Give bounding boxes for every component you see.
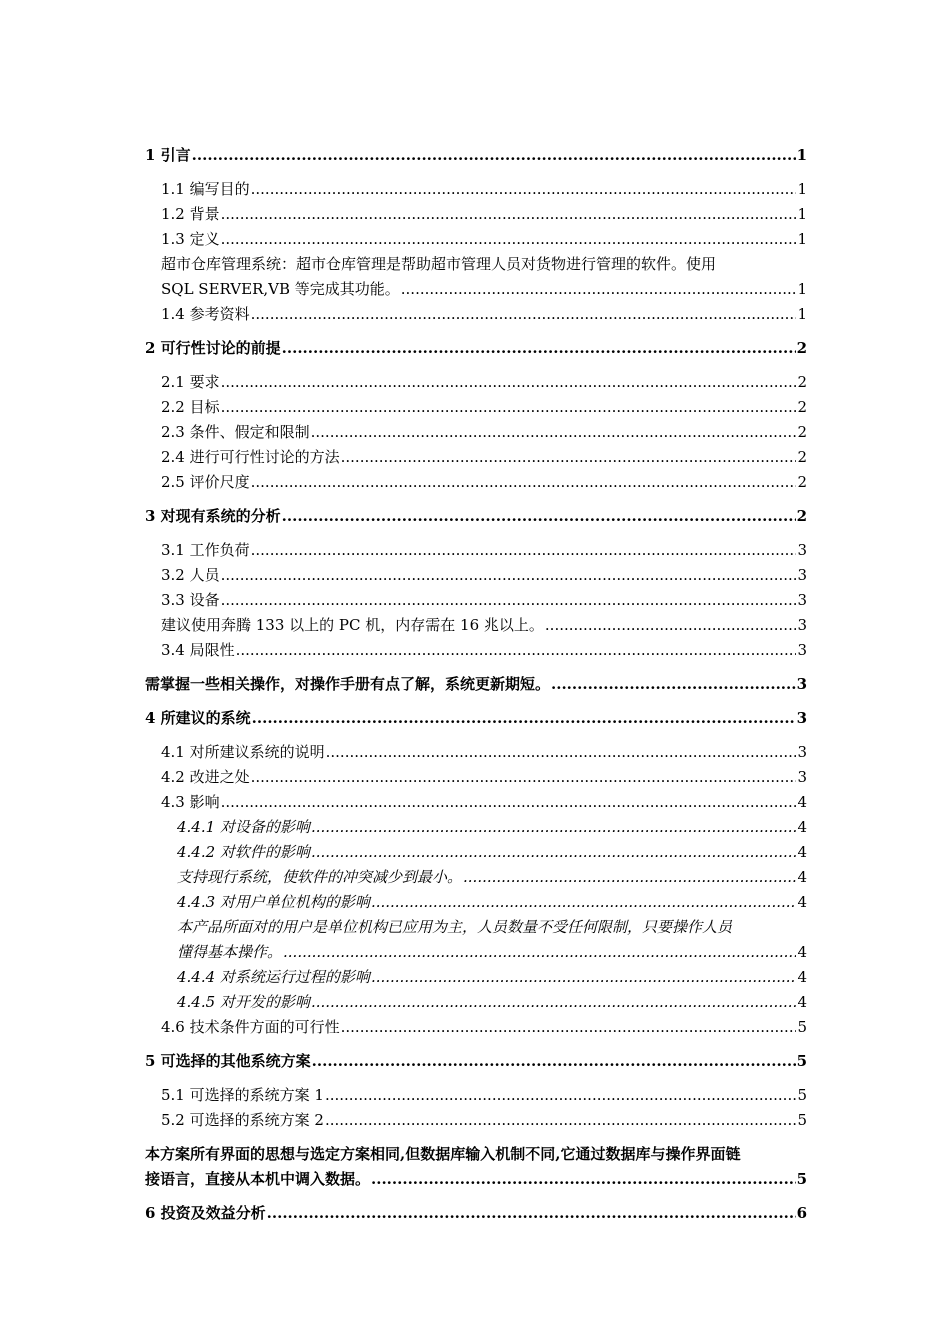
toc-entry[interactable] <box>145 840 807 865</box>
dot-leader <box>251 538 797 563</box>
toc-entry[interactable] <box>145 538 807 563</box>
toc-page-number: 2 <box>796 339 807 357</box>
toc-page-number: 1 <box>797 205 807 223</box>
toc-entry-title: 2.3 条件、假定和限制 <box>161 423 310 441</box>
dot-leader <box>551 672 796 697</box>
toc-entry[interactable] <box>145 790 807 815</box>
dot-leader <box>282 336 796 361</box>
dot-leader <box>325 1108 797 1133</box>
dot-leader <box>311 840 797 865</box>
dot-leader <box>311 990 797 1015</box>
toc-entry-text-line1: 本产品所面对的用户是单位机构已应用为主，人员数量不受任何限制，只要操作人员 <box>177 918 733 936</box>
dot-leader <box>251 470 797 495</box>
toc-entry[interactable] <box>145 302 807 327</box>
toc-entry-title: 4 所建议的系统 <box>145 709 251 727</box>
toc-entry[interactable] <box>145 588 807 613</box>
table-of-contents <box>145 134 807 1226</box>
toc-entry-title: 4.4.1 对设备的影响 <box>177 818 310 836</box>
toc-page-number: 2 <box>797 373 807 391</box>
toc-entry-title: 1.3 定义 <box>161 230 220 248</box>
toc-entry[interactable] <box>145 765 807 790</box>
dot-leader <box>371 890 797 915</box>
toc-entry-title: SQL SERVER,VB 等完成其功能。 <box>161 280 400 298</box>
toc-entry[interactable] <box>145 504 807 529</box>
toc-entry[interactable] <box>145 1142 807 1192</box>
toc-entry[interactable] <box>145 990 807 1015</box>
toc-entry-title: 2.5 评价尺度 <box>161 473 250 491</box>
toc-entry[interactable] <box>145 890 807 915</box>
toc-entry-title: 5.2 可选择的系统方案 2 <box>161 1111 324 1129</box>
dot-leader <box>221 790 797 815</box>
toc-page-number: 3 <box>797 768 807 786</box>
toc-page-number: 5 <box>797 1086 807 1104</box>
dot-leader <box>221 370 797 395</box>
dot-leader <box>341 445 797 470</box>
toc-entry-title: 2 可行性讨论的前提 <box>145 339 281 357</box>
toc-page-number: 1 <box>797 230 807 248</box>
toc-entry-title: 需掌握一些相关操作，对操作手册有点了解，系统更新期短。 <box>145 675 551 693</box>
toc-entry-title: 4.1 对所建议系统的说明 <box>161 743 325 761</box>
toc-entry-title: 2.1 要求 <box>161 373 220 391</box>
toc-page-number: 3 <box>797 591 807 609</box>
toc-entry[interactable] <box>145 252 807 302</box>
toc-entry-text-line1: 本方案所有界面的思想与选定方案相同,但数据库输入机制不同,它通过数据库与操作界面链 <box>145 1145 741 1163</box>
toc-entry[interactable] <box>145 227 807 252</box>
toc-entry-title: 3.4 局限性 <box>161 641 235 659</box>
dot-leader <box>463 865 796 890</box>
toc-entry-title: 懂得基本操作。 <box>177 943 283 961</box>
toc-page-number: 3 <box>797 743 807 761</box>
dot-leader <box>221 563 797 588</box>
dot-leader <box>221 227 797 252</box>
dot-leader <box>192 143 796 168</box>
dot-leader <box>236 638 797 663</box>
toc-entry-title: 4.2 改进之处 <box>161 768 250 786</box>
toc-page-number: 5 <box>797 1018 807 1036</box>
toc-entry[interactable] <box>145 470 807 495</box>
toc-entry[interactable] <box>145 336 807 361</box>
toc-entry-title: 支持现行系统，使软件的冲突减少到最小。 <box>177 868 463 886</box>
dot-leader <box>221 588 797 613</box>
toc-entry[interactable] <box>145 420 807 445</box>
toc-page-number: 1 <box>797 280 807 298</box>
dot-leader <box>251 177 797 202</box>
toc-page-number: 6 <box>796 1204 807 1222</box>
toc-entry[interactable] <box>145 1015 807 1040</box>
toc-entry[interactable] <box>145 672 807 697</box>
toc-page-number: 4 <box>797 993 807 1011</box>
toc-page-number: 3 <box>797 616 807 634</box>
toc-page-number: 3 <box>796 675 807 693</box>
toc-entry[interactable] <box>145 613 807 638</box>
toc-entry-title: 2.4 进行可行性讨论的方法 <box>161 448 340 466</box>
dot-leader <box>325 1083 797 1108</box>
dot-leader <box>311 420 797 445</box>
toc-entry-title: 5 可选择的其他系统方案 <box>145 1052 311 1070</box>
toc-entry-title: 1 引言 <box>145 146 191 164</box>
toc-entry-title: 3.3 设备 <box>161 591 220 609</box>
toc-entry[interactable] <box>145 965 807 990</box>
toc-entry-title: 4.4.4 对系统运行过程的影响 <box>177 968 370 986</box>
toc-entry-title: 4.3 影响 <box>161 793 220 811</box>
toc-page-number: 4 <box>797 968 807 986</box>
toc-page-number: 5 <box>796 1170 807 1188</box>
toc-entry[interactable] <box>145 1108 807 1133</box>
dot-leader <box>251 302 797 327</box>
dot-leader <box>267 1201 796 1226</box>
toc-page-number: 2 <box>797 398 807 416</box>
toc-entry[interactable] <box>145 1083 807 1108</box>
dot-leader <box>401 277 797 302</box>
toc-page-number: 2 <box>796 507 807 525</box>
toc-entry[interactable] <box>145 1201 807 1226</box>
toc-entry-title: 1.2 背景 <box>161 205 220 223</box>
toc-page-number: 1 <box>797 180 807 198</box>
toc-entry[interactable] <box>145 177 807 202</box>
toc-page-number: 4 <box>797 893 807 911</box>
toc-entry[interactable] <box>145 395 807 420</box>
toc-entry-title: 4.6 技术条件方面的可行性 <box>161 1018 340 1036</box>
toc-entry-title: 3.1 工作负荷 <box>161 541 250 559</box>
toc-page-number: 2 <box>797 448 807 466</box>
toc-page-number: 4 <box>797 793 807 811</box>
toc-page-number: 4 <box>797 818 807 836</box>
toc-entry-title: 4.4.2 对软件的影响 <box>177 843 310 861</box>
dot-leader <box>311 815 797 840</box>
toc-page-number: 3 <box>797 641 807 659</box>
toc-page-number: 2 <box>797 473 807 491</box>
dot-leader <box>283 940 796 965</box>
dot-leader <box>545 613 797 638</box>
dot-leader <box>221 395 797 420</box>
toc-entry[interactable] <box>145 815 807 840</box>
toc-page-number: 4 <box>797 943 807 961</box>
toc-entry[interactable] <box>145 740 807 765</box>
toc-entry-title: 6 投资及效益分析 <box>145 1204 266 1222</box>
toc-entry-title: 3.2 人员 <box>161 566 220 584</box>
dot-leader <box>326 740 797 765</box>
toc-page-number: 3 <box>797 566 807 584</box>
toc-entry[interactable] <box>145 370 807 395</box>
toc-page-number: 5 <box>796 1052 807 1070</box>
toc-entry-title: 建议使用奔腾 133 以上的 PC 机，内存需在 16 兆以上。 <box>161 616 544 634</box>
toc-entry[interactable] <box>145 915 807 965</box>
toc-entry[interactable] <box>145 638 807 663</box>
dot-leader <box>252 706 796 731</box>
toc-page-number: 4 <box>797 868 807 886</box>
toc-page-number: 3 <box>796 709 807 727</box>
dot-leader <box>341 1015 797 1040</box>
dot-leader <box>312 1049 796 1074</box>
toc-page-number: 2 <box>797 423 807 441</box>
toc-entry-title: 1.1 编写目的 <box>161 180 250 198</box>
dot-leader <box>221 202 797 227</box>
toc-entry[interactable] <box>145 445 807 470</box>
toc-page-number: 1 <box>797 305 807 323</box>
toc-entry[interactable] <box>145 1049 807 1074</box>
toc-entry[interactable] <box>145 202 807 227</box>
toc-entry[interactable] <box>145 865 807 890</box>
toc-entry[interactable] <box>145 563 807 588</box>
toc-entry-title: 1.4 参考资料 <box>161 305 250 323</box>
toc-entry-title: 4.4.3 对用户单位机构的影响 <box>177 893 370 911</box>
toc-entry-text-line1: 超市仓库管理系统：超市仓库管理是帮助超市管理人员对货物进行管理的软件。使用 <box>161 255 717 273</box>
toc-entry[interactable] <box>145 706 807 731</box>
toc-entry-title: 2.2 目标 <box>161 398 220 416</box>
dot-leader <box>251 765 797 790</box>
toc-entry-title: 5.1 可选择的系统方案 1 <box>161 1086 324 1104</box>
toc-page-number: 4 <box>797 843 807 861</box>
toc-entry-title: 4.4.5 对开发的影响 <box>177 993 310 1011</box>
dot-leader <box>371 1167 796 1192</box>
toc-page-number: 3 <box>797 541 807 559</box>
toc-entry-title: 3 对现有系统的分析 <box>145 507 281 525</box>
dot-leader <box>371 965 797 990</box>
toc-entry[interactable] <box>145 143 807 168</box>
toc-page-number: 1 <box>796 146 807 164</box>
toc-entry-title: 接语言，直接从本机中调入数据。 <box>145 1170 371 1188</box>
toc-page-number: 5 <box>797 1111 807 1129</box>
dot-leader <box>282 504 796 529</box>
